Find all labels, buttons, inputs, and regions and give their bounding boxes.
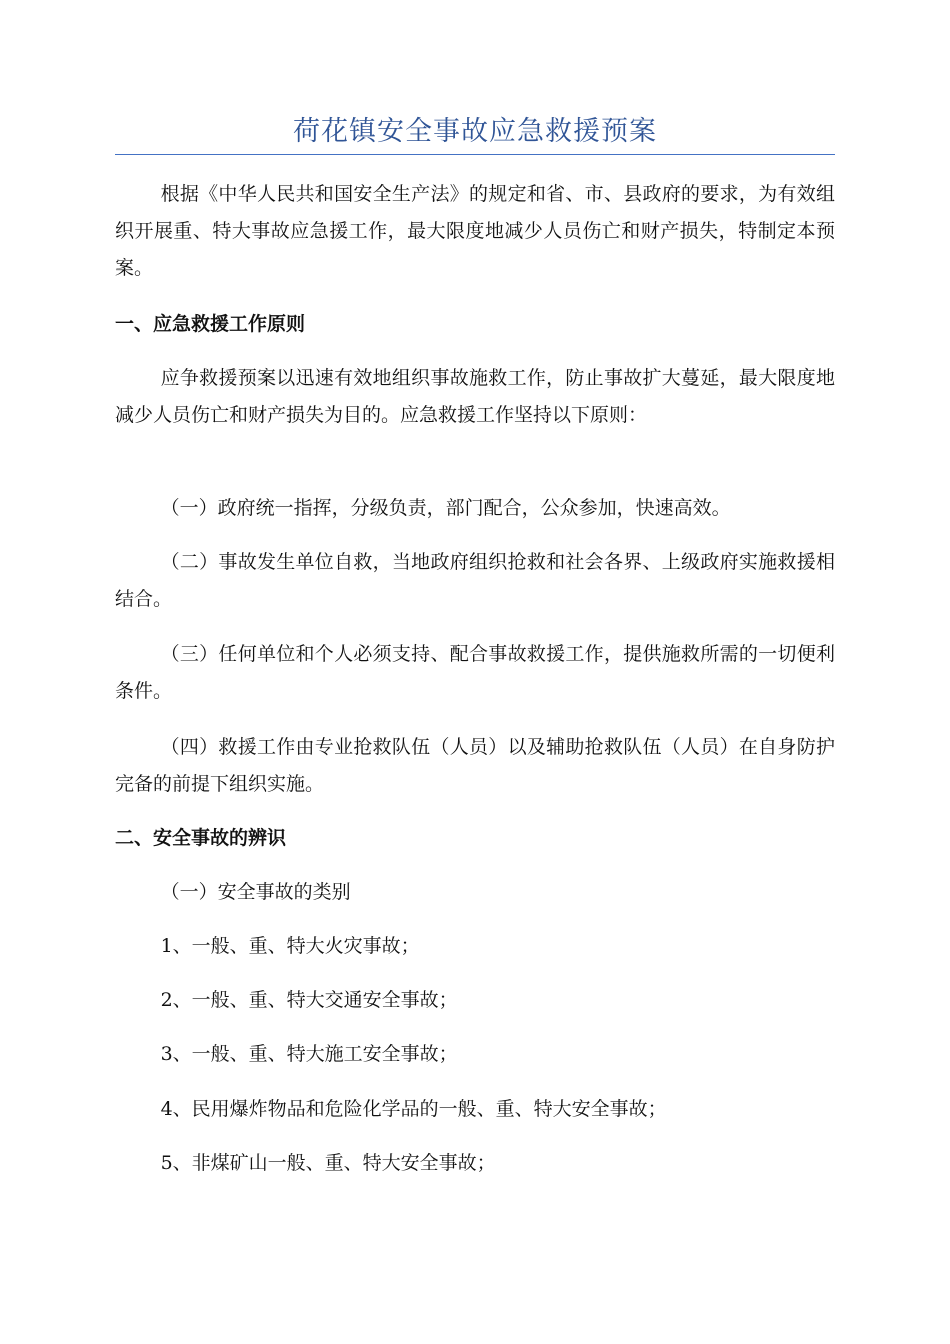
principle-item: （四）救援工作由专业抢救队伍（人员）以及辅助抢救队伍（人员）在自身防护完备的前提下组织实施。 xyxy=(115,736,835,795)
intro-paragraph: 根据《中华人民共和国安全生产法》的规定和省、市、县政府的要求，为有效组织开展重、特大事故应急援工作，最大限度地减少人员伤亡和财产损失，特制定本预案。 xyxy=(115,183,835,279)
accident-type-item: 3、一般、重、特大施工安全事故； xyxy=(160,1043,458,1065)
principle-item: （二）事故发生单位自救，当地政府组织抢救和社会各界、上级政府实施救援相结合。 xyxy=(115,551,835,610)
section-2-heading: 二、安全事故的辨识 xyxy=(115,827,287,849)
title-underline xyxy=(115,154,835,155)
section-1-body: 应争救援预案以迅速有效地组织事故施救工作，防止事故扩大蔓延，最大限度地减少人员伤亡和财产损失为目的。应急救援工作坚持以下原则： xyxy=(115,367,835,426)
document-title: 荷花镇安全事故应急救援预案 xyxy=(293,116,657,147)
principle-item: （三）任何单位和个人必须支持、配合事故救援工作，提供施救所需的一切便利条件。 xyxy=(115,643,835,702)
principle-item: （一）政府统一指挥，分级负责，部门配合，公众参加，快速高效。 xyxy=(160,497,731,519)
section-2-subheading: （一）安全事故的类别 xyxy=(160,881,351,903)
section-1-heading: 一、应急救援工作原则 xyxy=(115,313,306,335)
accident-type-item: 1、一般、重、特大火灾事故； xyxy=(160,935,420,957)
accident-type-item: 4、民用爆炸物品和危险化学品的一般、重、特大安全事故； xyxy=(160,1098,667,1120)
accident-type-item: 5、非煤矿山一般、重、特大安全事故； xyxy=(160,1152,496,1174)
accident-type-item: 2、一般、重、特大交通安全事故； xyxy=(160,989,458,1011)
